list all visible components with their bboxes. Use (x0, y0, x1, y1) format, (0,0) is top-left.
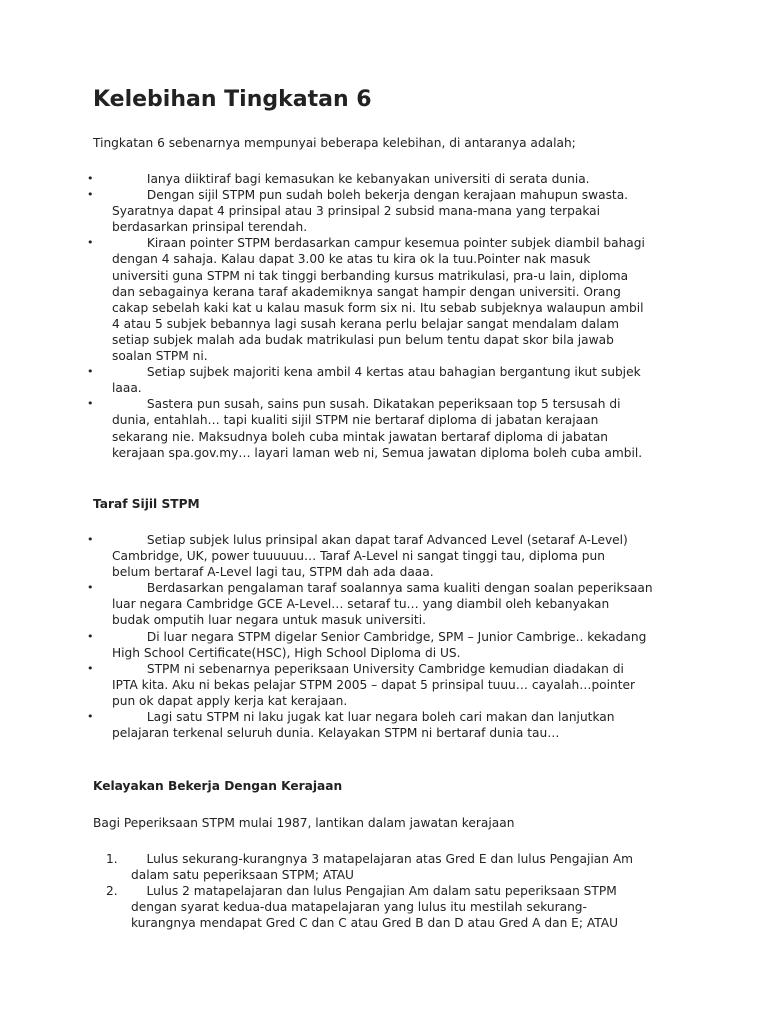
bullet-icon: • (87, 236, 94, 250)
section-heading-taraf: Taraf Sijil STPM (93, 497, 200, 511)
numbered-list-item (87, 883, 687, 931)
list-item-line: 4 atau 5 subjek bebannya lagi susah kerana perlu belajar sangat mendalam dalam (112, 316, 619, 331)
list-item (87, 396, 687, 460)
list-item (87, 709, 687, 741)
list-item-line: pelajaran terkenal seluruh dunia. Kelayakan STPM ni bertaraf dunia tau… (112, 726, 560, 741)
bullet-icon: • (87, 397, 94, 411)
list-item-line: budak omputih luar negara untuk masuk universiti. (112, 613, 426, 628)
list-item (87, 580, 687, 628)
advantages-list (87, 171, 687, 461)
list-item-line: Sastera pun susah, sains pun susah. Dikatakan peperiksaan top 5 tersusah di (112, 397, 621, 412)
list-item-line: Setiap sujbek majoriti kena ambil 4 kertas atau bahagian bergantung ikut subjek (112, 365, 641, 380)
list-number: 1. (106, 852, 118, 866)
bullet-icon: • (87, 172, 94, 185)
list-item-line: Syaratnya dapat 4 prinsipal atau 3 prinsipal 2 subsid mana-mana yang terpakai (112, 204, 601, 219)
list-item-line: belum bertaraf A-Level lagi tau, STPM dah ada daaa. (112, 565, 434, 580)
kelayakan-intro: Bagi Peperiksaan STPM mulai 1987, lantikan dalam jawatan kerajaan (93, 816, 515, 830)
page-title: Kelebihan Tingkatan 6 (93, 87, 372, 112)
bullet-icon: • (87, 710, 94, 724)
list-item (87, 235, 687, 364)
list-item (87, 187, 687, 235)
list-item-line: Lagi satu STPM ni laku jugak kat luar negara boleh cari makan dan lanjutkan (112, 710, 615, 725)
list-item-line: Berdasarkan pengalaman taraf soalannya sama kualiti dengan soalan peperiksaan (112, 581, 653, 596)
list-item-line: dan sebagainya kerana taraf akademiknya sangat hampir dengan universiti. Orang (112, 284, 621, 299)
list-item-line: soalan STPM ni. (112, 349, 208, 364)
list-item-line: dengan syarat kedua-dua matapelajaran yang lulus itu mestilah sekurang- (131, 900, 587, 915)
list-item-line: setiap subjek malah ada budak matrikulasi pun belum tentu dapat skor bila jawab (112, 332, 614, 347)
bullet-icon: • (87, 581, 94, 595)
list-item-line: luar negara Cambridge GCE A-Level… setaraf tu… yang diambil oleh kebanyakan (112, 597, 610, 612)
list-item-line: universiti guna STPM ni tak tinggi berbanding kursus matrikulasi, pra-u lain, diploma (112, 268, 629, 283)
list-number: 2. (106, 884, 118, 899)
list-item-line: Di luar negara STPM digelar Senior Cambridge, SPM – Junior Cambrige.. kekadang (112, 629, 647, 644)
list-item-line: Kiraan pointer STPM berdasarkan campur kesemua pointer subjek diambil bahagi (112, 236, 645, 251)
list-item-line: Cambridge, UK, power tuuuuuu… Taraf A-Level ni sangat tinggi tau, diploma pun (112, 549, 605, 564)
list-item-line: STPM ni sebenarnya peperiksaan University Cambridge kemudian diadakan di (112, 661, 624, 676)
bullet-icon: • (87, 661, 94, 675)
bullet-icon: • (87, 533, 94, 546)
list-item-line: laaa. (112, 381, 142, 396)
intro-paragraph: Tingkatan 6 sebenarnya mempunyai beberapa kelebihan, di antaranya adalah; (93, 136, 576, 150)
list-item-line: Lulus sekurang-kurangnya 3 matapelajaran atas Gred E dan lulus Pengajian Am (131, 852, 634, 866)
list-item-line: Setiap subjek lulus prinsipal akan dapat taraf Advanced Level (setaraf A-Level) (112, 533, 628, 547)
list-item (87, 661, 687, 709)
list-item-line: Lulus 2 matapelajaran dan lulus Pengajian Am dalam satu peperiksaan STPM (131, 884, 617, 899)
list-item-line: dalam satu peperiksaan STPM; ATAU (131, 868, 354, 883)
bullet-icon: • (87, 188, 94, 202)
list-item (87, 629, 687, 661)
list-item-line: kurangnya mendapat Gred C dan C atau Gred B dan D atau Gred A dan E; ATAU (131, 916, 619, 931)
list-item-line: pun ok dapat apply kerja kat kerajaan. (112, 693, 348, 708)
list-item (87, 364, 687, 396)
list-item (87, 171, 687, 187)
bullet-icon: • (87, 365, 94, 379)
list-item-line: sekarang nie. Maksudnya boleh cuba mintak jawatan bertaraf diploma di jabatan (112, 429, 609, 444)
list-item-line: IPTA kita. Aku ni bekas pelajar STPM 2005 – dapat 5 prinsipal tuuu… cayalah…pointer (112, 677, 636, 692)
kelayakan-numbered-list (87, 851, 687, 931)
list-item-line: High School Certificate(HSC), High School Diploma di US. (112, 645, 461, 660)
list-item-line: Ianya diiktiraf bagi kemasukan ke kebanyakan universiti di serata dunia. (112, 172, 590, 186)
list-item-line: cakap sebelah kaki kat u kalau masuk form six ni. Itu sebab subjeknya walaupun ambil (112, 300, 644, 315)
bullet-icon: • (87, 629, 94, 643)
numbered-list-item (87, 851, 687, 883)
list-item-line: kerajaan spa.gov.my… layari laman web ni, Semua jawatan diploma boleh cuba ambil. (112, 445, 643, 460)
taraf-list (87, 532, 687, 741)
list-item (87, 532, 687, 580)
list-item-line: dengan 4 sahaja. Kalau dapat 3.00 ke atas tu kira ok la tuu.Pointer nak masuk (112, 252, 591, 267)
list-item-line: berdasarkan prinsipal terendah. (112, 220, 308, 235)
list-item-line: dunia, entahlah… tapi kualiti sijil STPM nie bertaraf diploma di jabatan kerajaan (112, 413, 599, 428)
list-item-line: Dengan sijil STPM pun sudah boleh bekerja dengan kerajaan mahupun swasta. (112, 188, 629, 203)
section-heading-kelayakan: Kelayakan Bekerja Dengan Kerajaan (93, 779, 343, 793)
